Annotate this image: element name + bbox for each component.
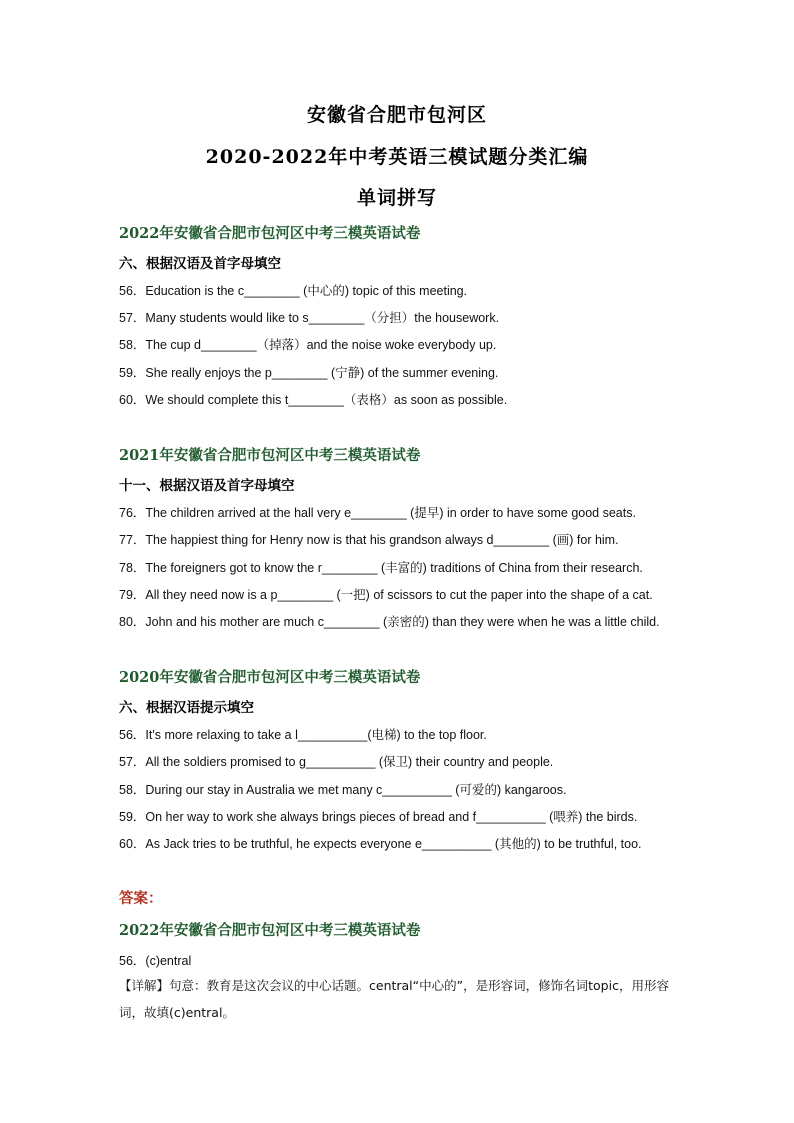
title-collection: 2020-2022年中考英语三模试题分类汇编 — [205, 146, 589, 168]
question-item: 78．The foreigners got to know the r________ (丰富的) traditions of China from their research. — [119, 561, 643, 575]
answers-label: 答案： — [119, 891, 163, 907]
question-item: 80．John and his mother are much c________ (亲密的) than they were when he was a little child. — [119, 615, 660, 629]
question-item: 59．On her way to work she always brings pieces of bread and f__________ (喂养) the birds. — [119, 810, 638, 824]
section-subheading-2021: 十一、根据汉语及首字母填空 — [119, 478, 295, 494]
section-heading-2021: 2021年安徽省合肥市包河区中考三模英语试卷 — [119, 447, 421, 464]
question-item: 57．All the soldiers promised to g__________ (保卫) their country and people. — [119, 755, 554, 769]
section-heading-2020: 2020年安徽省合肥市包河区中考三模英语试卷 — [119, 669, 421, 686]
question-item: 60．We should complete this t________（表格）as soon as possible. — [119, 393, 508, 407]
question-item: 79．All they need now is a p________ (一把) of scissors to cut the paper into the shape of a cat. — [119, 588, 653, 602]
answer-item: 56．(c)entral — [119, 954, 192, 968]
question-item: 60．As Jack tries to be truthful, he expects everyone e__________ (其他的) to be truthful, too. — [119, 837, 642, 851]
question-item: 77．The happiest thing for Henry now is that his grandson always d________ (画) for him. — [119, 533, 619, 547]
question-item: 56．It's more relaxing to take a l__________(电梯) to the top floor. — [119, 728, 487, 742]
section-subheading-2020: 六、根据汉语提示填空 — [119, 700, 254, 716]
question-item: 58．During our stay in Australia we met many c__________ (可爱的) kangaroos. — [119, 783, 567, 797]
title-topic: 单词拼写 — [356, 187, 437, 209]
question-item: 58．The cup d________（掉落）and the noise woke everybody up. — [119, 338, 497, 352]
question-item: 56．Education is the c________ (中心的) topic of this meeting. — [119, 284, 468, 298]
section-subheading-2022: 六、根据汉语及首字母填空 — [119, 256, 281, 272]
question-item: 57．Many students would like to s________（分担）the housework. — [119, 311, 500, 325]
section-heading-2022: 2022年安徽省合肥市包河区中考三模英语试卷 — [119, 225, 421, 242]
answer-explanation: 【详解】句意：教育是这次会议的中心话题。central“中心的”，是形容词，修饰名词topic，用形容词，故填(c)entral。 — [119, 978, 669, 1020]
question-item: 76．The children arrived at the hall very e________ (提早) in order to have some good seats. — [119, 506, 636, 520]
title-region: 安徽省合肥市包河区 — [306, 104, 487, 126]
answers-section-heading-2022: 2022年安徽省合肥市包河区中考三模英语试卷 — [119, 922, 421, 939]
question-item: 59．She really enjoys the p________ (宁静) of the summer evening. — [119, 366, 499, 380]
